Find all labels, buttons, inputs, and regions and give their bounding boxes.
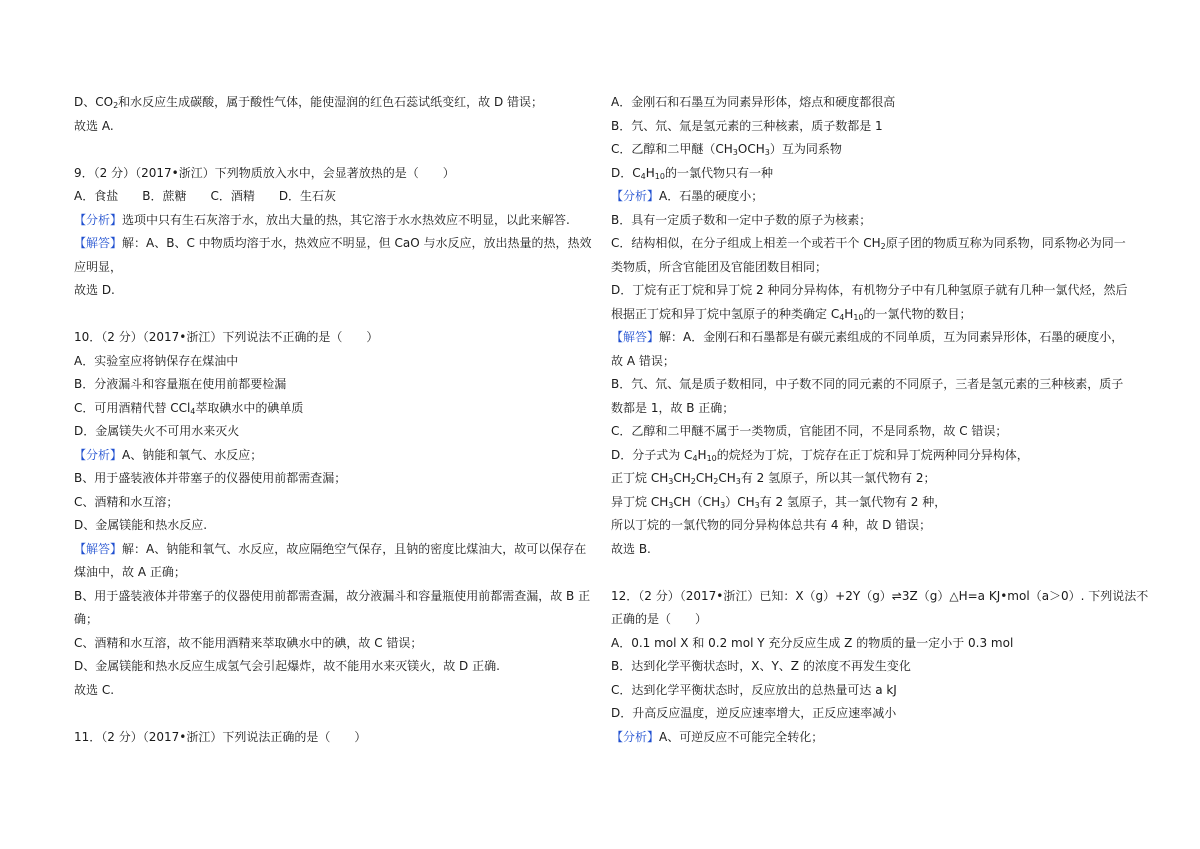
q11-answer-b2: 数都是 1，故 B 正确； [611,400,735,415]
q8-option-d-explanation: D、$CO_2$和水反应生成碳酸，属于酸性气体，能使湿润的红色石蕊试纸变红，故 D 错误； [74,95,544,110]
q11-analysis-d2: 根据正丁烷和异丁烷中氢原子的种类确定 $C_4H_{10}$的一氯代物的数目； [611,306,972,322]
q11-option-b: B．氕、氘、氚是氢元素的三种核素，质子数都是 1 [611,118,883,133]
q10-analysis-c: C、酒精和水互溶； [74,494,179,509]
q11-answer-d1: D．分子式为 $C_4H_{10}$的烷烃为丁烷，丁烷存在正丁烷和异丁烷两种同分异构体， [611,447,1029,463]
q10-answer-c: C、酒精和水互溶，故不能用酒精来萃取碘水中的碘，故 C 错误； [74,635,423,650]
q10-analysis-a: 【分析】A、钠能和氧气、水反应； [74,447,263,462]
q11-analysis-c1: C．结构相似，在分子组成上相差一个或若干个 $CH_2$原子团的物质互称为同系物，同系物必为同一 [611,236,1126,251]
q12-analysis-a: 【分析】A、可逆反应不可能完全转化； [611,729,824,744]
q10-conclusion: 故选 C. [74,682,115,697]
q11-answer-a1: 【解答】解：A．金刚石和石墨都是有碳元素组成的不同单质，互为同素异形体，石墨的硬度小， [611,330,1124,344]
q10-analysis-d: D、金属镁能和热水反应. [74,518,208,532]
q10-option-c: C．可用酒精代替 CCl$_4$萃取碘水中的碘单质 [74,400,304,416]
q10-analysis-b: B、用于盛装液体并带塞子的仪器使用前都需查漏； [74,471,347,485]
q11-analysis-d1: D．丁烷有正丁烷和异丁烷 2 种同分异构体，有机物分子中有几种氢原子就有几种一氯代烃，然后 [611,283,1128,297]
q11-answer-b1: B．氕、氘、氚是质子数相同，中子数不同的同元素的不同原子，三者是氢元素的三种核素，质子 [611,377,1124,391]
q11-stem: 11．（2 分）（2017•浙江）下列说法正确的是（ ） [74,729,367,744]
analysis-tag: 【分析】 [611,729,660,744]
q10-answer-b2: 确； [74,612,99,626]
left-column [74,91,594,749]
q10-option-b: B．分液漏斗和容量瓶在使用前都要检漏 [74,377,287,391]
answer-tag: 【解答】 [611,330,660,344]
q12-stem-line1: 12．（2 分）（2017•浙江）已知：X（g）+2Y（g）⇌3Z（g）△H=a KJ•mol（a＞0）. 下列说法不 [611,588,1149,603]
q11-analysis-c2: 类物质，所含官能团及官能团数目相同； [611,259,828,274]
q11-option-a: A．金刚石和石墨互为同素异形体，熔点和硬度都很高 [611,95,896,109]
q11-option-c: C．乙醇和二甲醚$(CH_3OCH_3)$互为同系物 [611,142,842,157]
q9-options: A．食盐 B．蔗糖 C．酒精 D．生石灰 [74,189,337,203]
q11-option-d: D．$C_4H_{10}$的一氯代物只有一种 [611,165,773,181]
q10-option-a: A．实验室应将钠保存在煤油中 [74,353,239,368]
q10-answer-a2: 煤油中，故 A 正确； [74,565,186,579]
q12-stem-line2: 正确的是（ ） [611,612,708,626]
q11-conclusion: 故选 B. [611,541,651,556]
q9-stem: 9．（2 分）（2017•浙江）下列物质放入水中，会显著放热的是（ ） [74,165,455,180]
q9-answer-line2: 应明显， [74,259,123,274]
q12-option-c: C．达到化学平衡状态时，反应放出的总热量可达 a kJ [611,682,897,697]
answer-tag: 【解答】 [74,236,123,250]
q12-option-a: A．0.1 mol X 和 0.2 mol Y 充分反应生成 Z 的物质的量一定小于 0.3 mol [611,635,1014,650]
q8-conclusion: 故选 A. [74,118,114,133]
q12-option-d: D．升高反应温度，逆反应速率增大，正反应速率减小 [611,706,897,720]
analysis-tag: 【分析】 [74,212,123,227]
q11-answer-d3: 异丁烷 $CH_3CH(CH_3)CH_3$有 2 氢原子，其一氯代物有 2 种， [611,494,947,510]
analysis-tag: 【分析】 [611,189,660,203]
q9-analysis: 【分析】选项中只有生石灰溶于水，放出大量的热，其它溶于水水热效应不明显，以此来解答. [74,212,570,227]
q10-answer-b1: B、用于盛装液体并带塞子的仪器使用前都需查漏，故分液漏斗和容量瓶使用前都需查漏，故 B 正 [74,588,591,603]
q11-answer-a2: 故 A 错误； [611,353,675,368]
right-column [611,91,1149,749]
q11-analysis-a: 【分析】A．石墨的硬度小； [611,189,764,203]
q11-analysis-b: B．具有一定质子数和一定中子数的原子为核素； [611,212,872,227]
analysis-tag: 【分析】 [74,447,123,462]
q11-answer-d2: 正丁烷 $CH_3CH_2CH_2CH_3$有 2 氢原子，所以其一氯代物有 2； [611,471,936,486]
q10-stem: 10．（2 分）（2017•浙江）下列说法不正确的是（ ） [74,330,379,344]
q10-option-d: D．金属镁失火不可用水来灭火 [74,424,240,438]
q10-answer-d: D、金属镁能和热水反应生成氢气会引起爆炸，故不能用水来灭镁火，故 D 正确. [74,659,500,673]
q12-option-b: B．达到化学平衡状态时，X、Y、Z 的浓度不再发生变化 [611,659,911,673]
q10-answer-a1: 【解答】解：A、钠能和氧气、水反应，故应隔绝空气保存，且钠的密度比煤油大，故可以保存在 [74,541,587,556]
q9-answer-line1: 【解答】解：A、B、C 中物质均溶于水，热效应不明显，但 CaO 与水反应，放出热量的热，热效 [74,236,592,250]
q11-answer-c: C．乙醇和二甲醚不属于一类物质，官能团不同，不是同系物，故 C 错误； [611,424,1008,438]
q11-answer-d4: 所以丁烷的一氯代物的同分异构体总共有 4 种，故 D 错误； [611,518,932,532]
q9-conclusion: 故选 D. [74,283,115,297]
answer-tag: 【解答】 [74,541,123,556]
